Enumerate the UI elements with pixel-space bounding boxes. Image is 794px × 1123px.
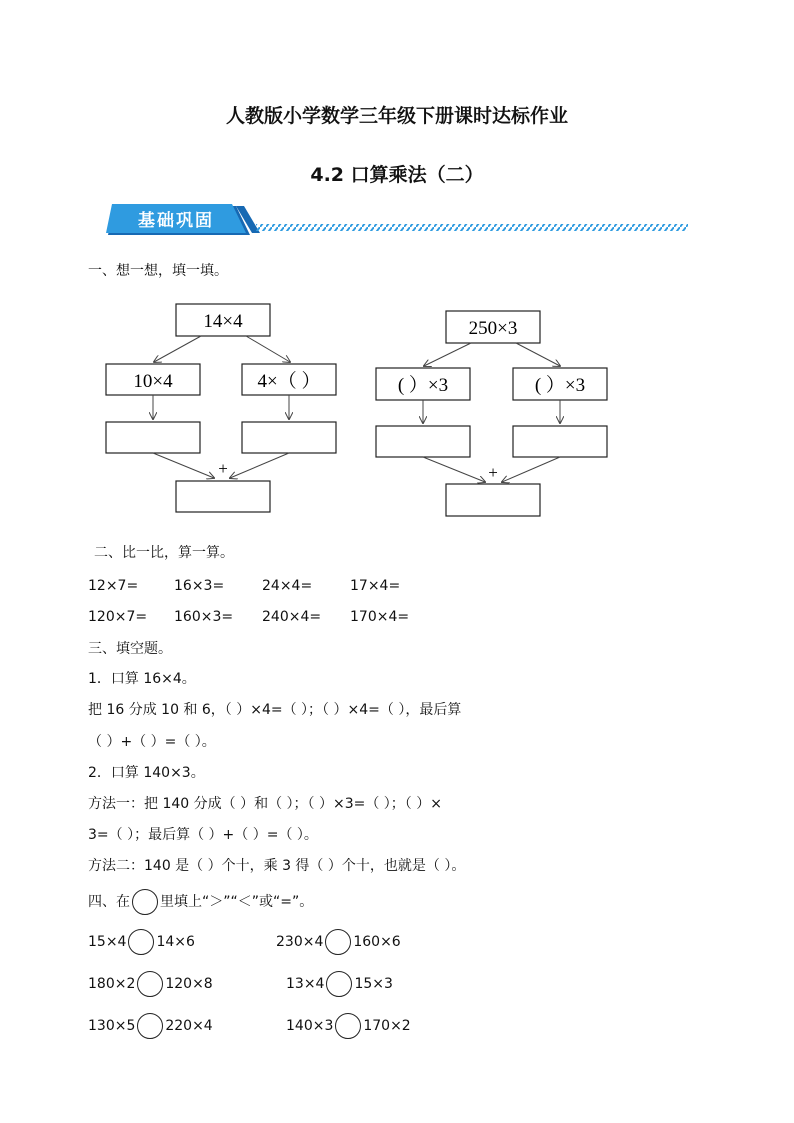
blank-box[interactable] [446,484,540,516]
question-1-line-2: （ ）+（ ）=（ ）。 [88,734,216,750]
expression: 240×4= [262,609,322,625]
answer-circle[interactable] [325,929,351,955]
compare-row [276,928,401,956]
tree-left-right: 4×（ ） [257,371,321,392]
section1-heading: 一、想一想，填一填。 [88,263,228,279]
left-expression: 140×3 [286,1018,334,1034]
right-expression: 120×8 [165,976,213,992]
right-expression: 14×6 [156,934,195,950]
answer-circle[interactable] [137,971,163,997]
expression: 170×4= [350,609,410,625]
left-expression: 180×2 [88,976,136,992]
decomposition-trees [96,296,616,526]
question-1-line-1: 把 16 分成 10 和 6，（ ）×4=（ ）；（ ）×4=（ ），最后算 [88,702,462,718]
section-banner [104,203,694,239]
expression: 17×4= [350,578,401,594]
question-2-line-3: 方法二：140 是（ ）个十，乘 3 得（ ）个十，也就是（ ）。 [88,858,466,874]
blank-box[interactable] [513,426,607,457]
circle-icon [132,889,158,915]
expression: 12×7= [88,578,139,594]
answer-circle[interactable] [128,929,154,955]
tree-right-left: ( ）×3 [397,375,449,396]
compare-row [286,1012,411,1040]
banner-label: 基础巩固 [138,211,214,231]
blank-box[interactable] [176,481,270,512]
tree-right [376,311,607,516]
section2-heading: 二、比一比，算一算。 [94,545,234,561]
right-expression: 170×2 [363,1018,411,1034]
expression: 16×3= [174,578,225,594]
banner-graphic [104,203,694,239]
left-expression: 15×4 [88,934,127,950]
left-expression: 230×4 [276,934,324,950]
question-1-title: 1．口算 16×4。 [88,671,196,687]
left-expression: 130×5 [88,1018,136,1034]
plus-sign: + [488,463,498,482]
blank-box[interactable] [106,422,200,453]
expression: 24×4= [262,578,313,594]
right-expression: 15×3 [354,976,393,992]
left-expression: 13×4 [286,976,325,992]
tree-left-left: 10×4 [133,371,173,392]
answer-circle[interactable] [137,1013,163,1039]
tree-right-right: ( ）×3 [534,375,586,396]
plus-sign: + [218,459,228,478]
right-expression: 160×6 [353,934,401,950]
question-2-title: 2．口算 140×3。 [88,765,205,781]
tree-right-top: 250×3 [468,318,518,339]
section4-heading [88,888,313,916]
section3-heading: 三、填空题。 [88,641,172,657]
expression: 120×7= [88,609,148,625]
blank-box[interactable] [376,426,470,457]
compare-row [88,928,195,956]
answer-circle[interactable] [326,971,352,997]
compare-row [286,970,393,998]
expression: 160×3= [174,609,234,625]
answer-circle[interactable] [335,1013,361,1039]
question-2-line-2: 3=（ ）；最后算（ ）+（ ）=（ ）。 [88,827,318,843]
question-2-line-1: 方法一：把 140 分成（ ）和（ ）；（ ）×3=（ ）；（ ）× [88,796,442,812]
page-title: 人教版小学数学三年级下册课时达标作业 [225,105,568,127]
section4-heading-post: 里填上“＞”“＜”或“=”。 [160,894,314,910]
compare-row [88,970,213,998]
lesson-subtitle: 4.2 口算乘法（二） [310,164,484,186]
blank-box[interactable] [242,422,336,453]
tree-left [106,304,336,512]
tree-left-top: 14×4 [203,311,243,332]
section4-heading-pre: 四、在 [88,894,130,910]
right-expression: 220×4 [165,1018,213,1034]
compare-row [88,1012,213,1040]
